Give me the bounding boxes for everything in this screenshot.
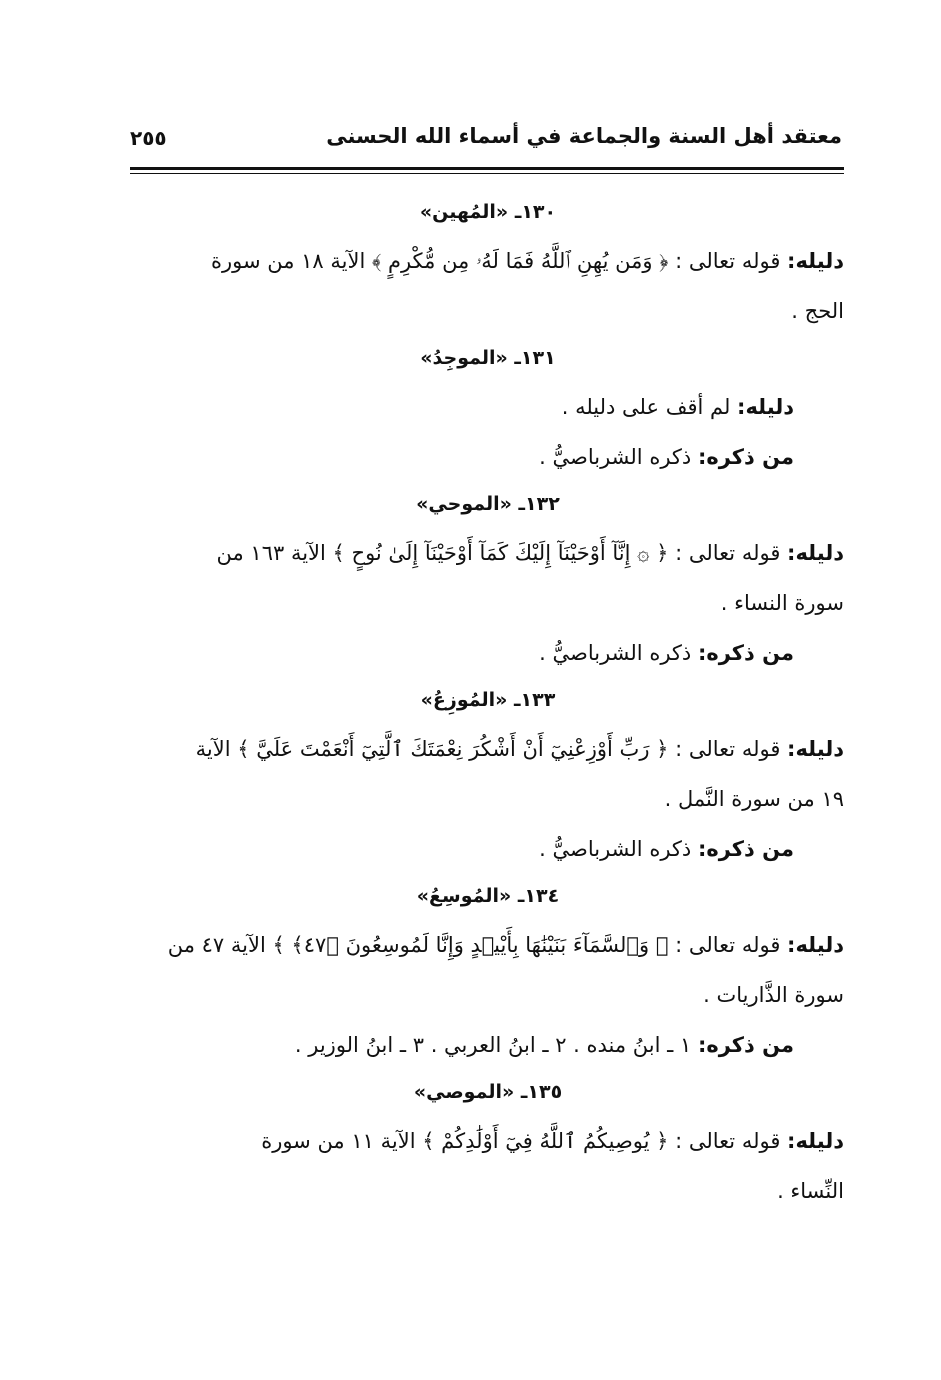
line-text: ذكره الشرباصيُّ . xyxy=(539,641,698,665)
line-text: ذكره الشرباصيُّ . xyxy=(539,445,698,469)
entry-title: ١٣٤ـ «المُوسِعُ» xyxy=(416,885,560,907)
entry-title: ١٣١ـ «الموجِدُ» xyxy=(420,347,556,369)
evidence-label: دليله: xyxy=(787,249,844,273)
entry-title: ١٣٠ـ «المُهين» xyxy=(419,201,557,223)
continuation-line xyxy=(132,1166,844,1216)
header-rule-thick xyxy=(130,167,844,170)
continuation-line xyxy=(132,578,844,628)
mentioned-by-line xyxy=(132,628,844,678)
mentioned-by-line xyxy=(132,1020,844,1070)
line-text: قوله تعالى : ﴿ وَمَن يُهِنِ ٱللَّهُ فَمَا لَهُۥ مِن مُّكْرِمٍ ﴾ الآية ١٨ من سورة xyxy=(210,249,788,273)
page-number: ٢٥٥ xyxy=(130,126,167,150)
evidence-line xyxy=(132,920,844,970)
running-title: معتقد أهل السنة والجماعة في أسماء الله الحسنى xyxy=(326,124,842,148)
entry-131 xyxy=(132,340,844,482)
line-text: ١٩ من سورة النَّمل . xyxy=(664,787,844,811)
mentioned-by-line xyxy=(132,432,844,482)
entry-title: ١٣٢ـ «الموحي» xyxy=(416,493,560,515)
evidence-label: دليله: xyxy=(787,737,844,761)
evidence-line xyxy=(132,528,844,578)
evidence-label: دليله: xyxy=(787,541,844,565)
mentioned-by-label: من ذكره: xyxy=(697,445,794,469)
evidence-line xyxy=(132,724,844,774)
line-text: ذكره الشرباصيُّ . xyxy=(539,837,698,861)
line-text: قوله تعالى : ﴿ يُوصِيكُمُ ٱللَّهُ فِيٓ أَوْلَٰدِكُمْ ﴾ الآية ١١ من سورة xyxy=(261,1129,788,1153)
evidence-line xyxy=(132,1116,844,1166)
mentioned-by-label: من ذكره: xyxy=(697,1033,794,1057)
line-text: ١ ـ ابنُ منده . ٢ ـ ابنُ العربي . ٣ ـ ابنُ الوزير . xyxy=(294,1033,698,1057)
page-body xyxy=(132,190,844,1216)
mentioned-by-label: من ذكره: xyxy=(697,837,794,861)
evidence-line xyxy=(132,236,844,286)
continuation-line xyxy=(132,774,844,824)
mentioned-by-label: من ذكره: xyxy=(697,641,794,665)
entry-132 xyxy=(132,486,844,678)
line-text: لم أقف على دليله . xyxy=(561,395,738,419)
line-text: الحج . xyxy=(791,299,844,323)
evidence-label: دليله: xyxy=(787,1129,844,1153)
evidence-label: دليله: xyxy=(787,933,844,957)
evidence-line xyxy=(132,382,844,432)
line-text: سورة الذَّاريات . xyxy=(703,983,844,1007)
continuation-line xyxy=(132,286,844,336)
line-text: النِّساء . xyxy=(777,1179,844,1203)
entry-134 xyxy=(132,878,844,1070)
header-rule-thin xyxy=(130,173,844,174)
entry-133 xyxy=(132,682,844,874)
page-header xyxy=(130,124,842,164)
entry-title: ١٣٥ـ «الموصي» xyxy=(413,1081,563,1103)
entry-135 xyxy=(132,1074,844,1216)
line-text: قوله تعالى : ﴿ رَبِّ أَوْزِعْنِيٓ أَنْ أَشْكُرَ نِعْمَتَكَ ٱلَّتِيٓ أَنْعَمْتَ عَلَيَّ ﴾ الآية xyxy=(195,737,788,761)
mentioned-by-line xyxy=(132,824,844,874)
line-text: سورة النساء . xyxy=(720,591,844,615)
line-text: قوله تعالى : ﴿ ۞ إِنَّآ أَوْحَيْنَآ إِلَيْكَ كَمَآ أَوْحَيْنَآ إِلَىٰ نُوحٍ ﴾ الآية ١٦٣ من xyxy=(216,541,788,565)
entry-title: ١٣٣ـ «المُوزِعُ» xyxy=(420,689,556,711)
evidence-label: دليله: xyxy=(737,395,794,419)
line-text: قوله تعالى : ﴿ وَٱلسَّمَآءَ بَنَيْنَٰهَا بِأَيْي۟دٍ وَإِنَّا لَمُوسِعُونَ ﴿٤٧﴾ ﴾ الآية ٤٧ من xyxy=(167,933,788,957)
continuation-line xyxy=(132,970,844,1020)
entry-130 xyxy=(132,194,844,336)
